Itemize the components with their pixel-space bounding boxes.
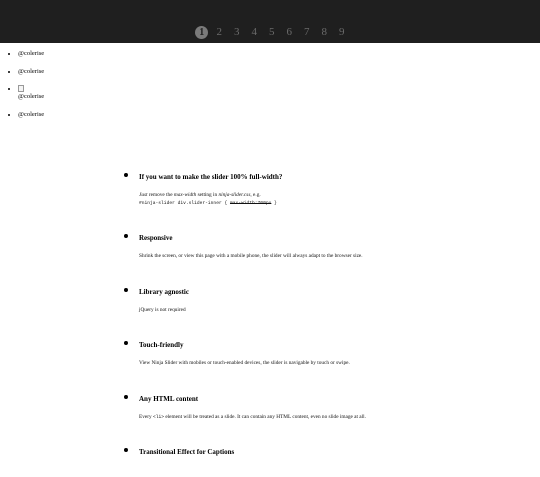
li-tag-code: <li> [152,414,165,420]
feature-responsive [139,227,529,261]
feature-description: jQuery is not required [139,306,186,313]
feature-title: • Touch-friendly [139,341,184,349]
pager-button-label: 8 [321,26,327,38]
pager-button-label: 4 [251,26,257,38]
feature-title: • Library agnostic [139,287,189,296]
credit-handle: @colerise [18,93,45,100]
feature-any-html [139,388,529,422]
feature-title: • Any HTML content [139,394,199,403]
pager-button-label: 9 [339,26,345,38]
feature-library-agnostic [139,281,529,315]
feature-title: • Transitional Effect for Captions [139,448,235,456]
feature-title: • Responsive [139,234,173,242]
feature-description: Just remove the max-width setting in ninja-slider.css, e.g. #ninja-slider div.slider-inner { max-width:700px } [139,192,529,207]
pager-button-5[interactable] [263,26,281,38]
emphasis-text: Just [139,192,148,198]
credit-handle: @colerise [18,67,45,75]
pager-button-1[interactable] [193,26,211,39]
pager-button-3[interactable] [228,26,246,38]
credit-handle: @colerise [18,110,45,118]
credit-item [18,111,44,119]
pager-button-label: 6 [286,26,292,38]
feature-description: View Ninja Slider with mobiles or touch-enabled devices, the slider is navigable by touch or swipe. [139,360,350,366]
broken-image-icon [18,85,24,92]
setting-name: max-width [173,192,197,198]
code-snippet: #ninja-slider div.slider-inner { max-width:700px } [139,200,277,206]
slide-credit-list [0,50,44,128]
pager-button-label: 7 [304,26,310,38]
pager-button-7[interactable] [298,26,316,38]
pager-button-9[interactable] [333,26,351,38]
pager-button-label: 1 [195,26,208,39]
credit-item [18,85,44,101]
pager-button-2[interactable] [211,26,229,38]
slider-pager [193,24,351,40]
pager-button-8[interactable] [316,26,334,38]
file-name: ninja-slider.css [218,192,251,198]
feature-touch-friendly [139,334,529,368]
feature-title: • If you want to make the slider 100% full-width? [139,173,283,181]
pager-button-label: 5 [269,26,275,38]
feature-full-width [139,166,529,207]
struck-code: max-width:700px [229,200,272,206]
pager-button-label: 3 [234,26,240,38]
credit-item [18,50,44,58]
feature-description: Shrink the screen, or view this page with a mobile phone, the slider will always adapt to the browser size. [139,253,363,259]
credit-item [18,68,44,76]
feature-description: Every <li> element will be treated as a slide. It can contain any HTML content, even no slide image at all. [139,413,366,420]
pager-button-label: 2 [216,26,222,38]
slider-pager-bar [0,0,540,43]
feature-transitional-captions [139,441,529,457]
credit-handle: @colerise [18,50,45,57]
pager-button-6[interactable] [281,26,299,38]
feature-list [130,166,529,477]
pager-button-4[interactable] [246,26,264,38]
